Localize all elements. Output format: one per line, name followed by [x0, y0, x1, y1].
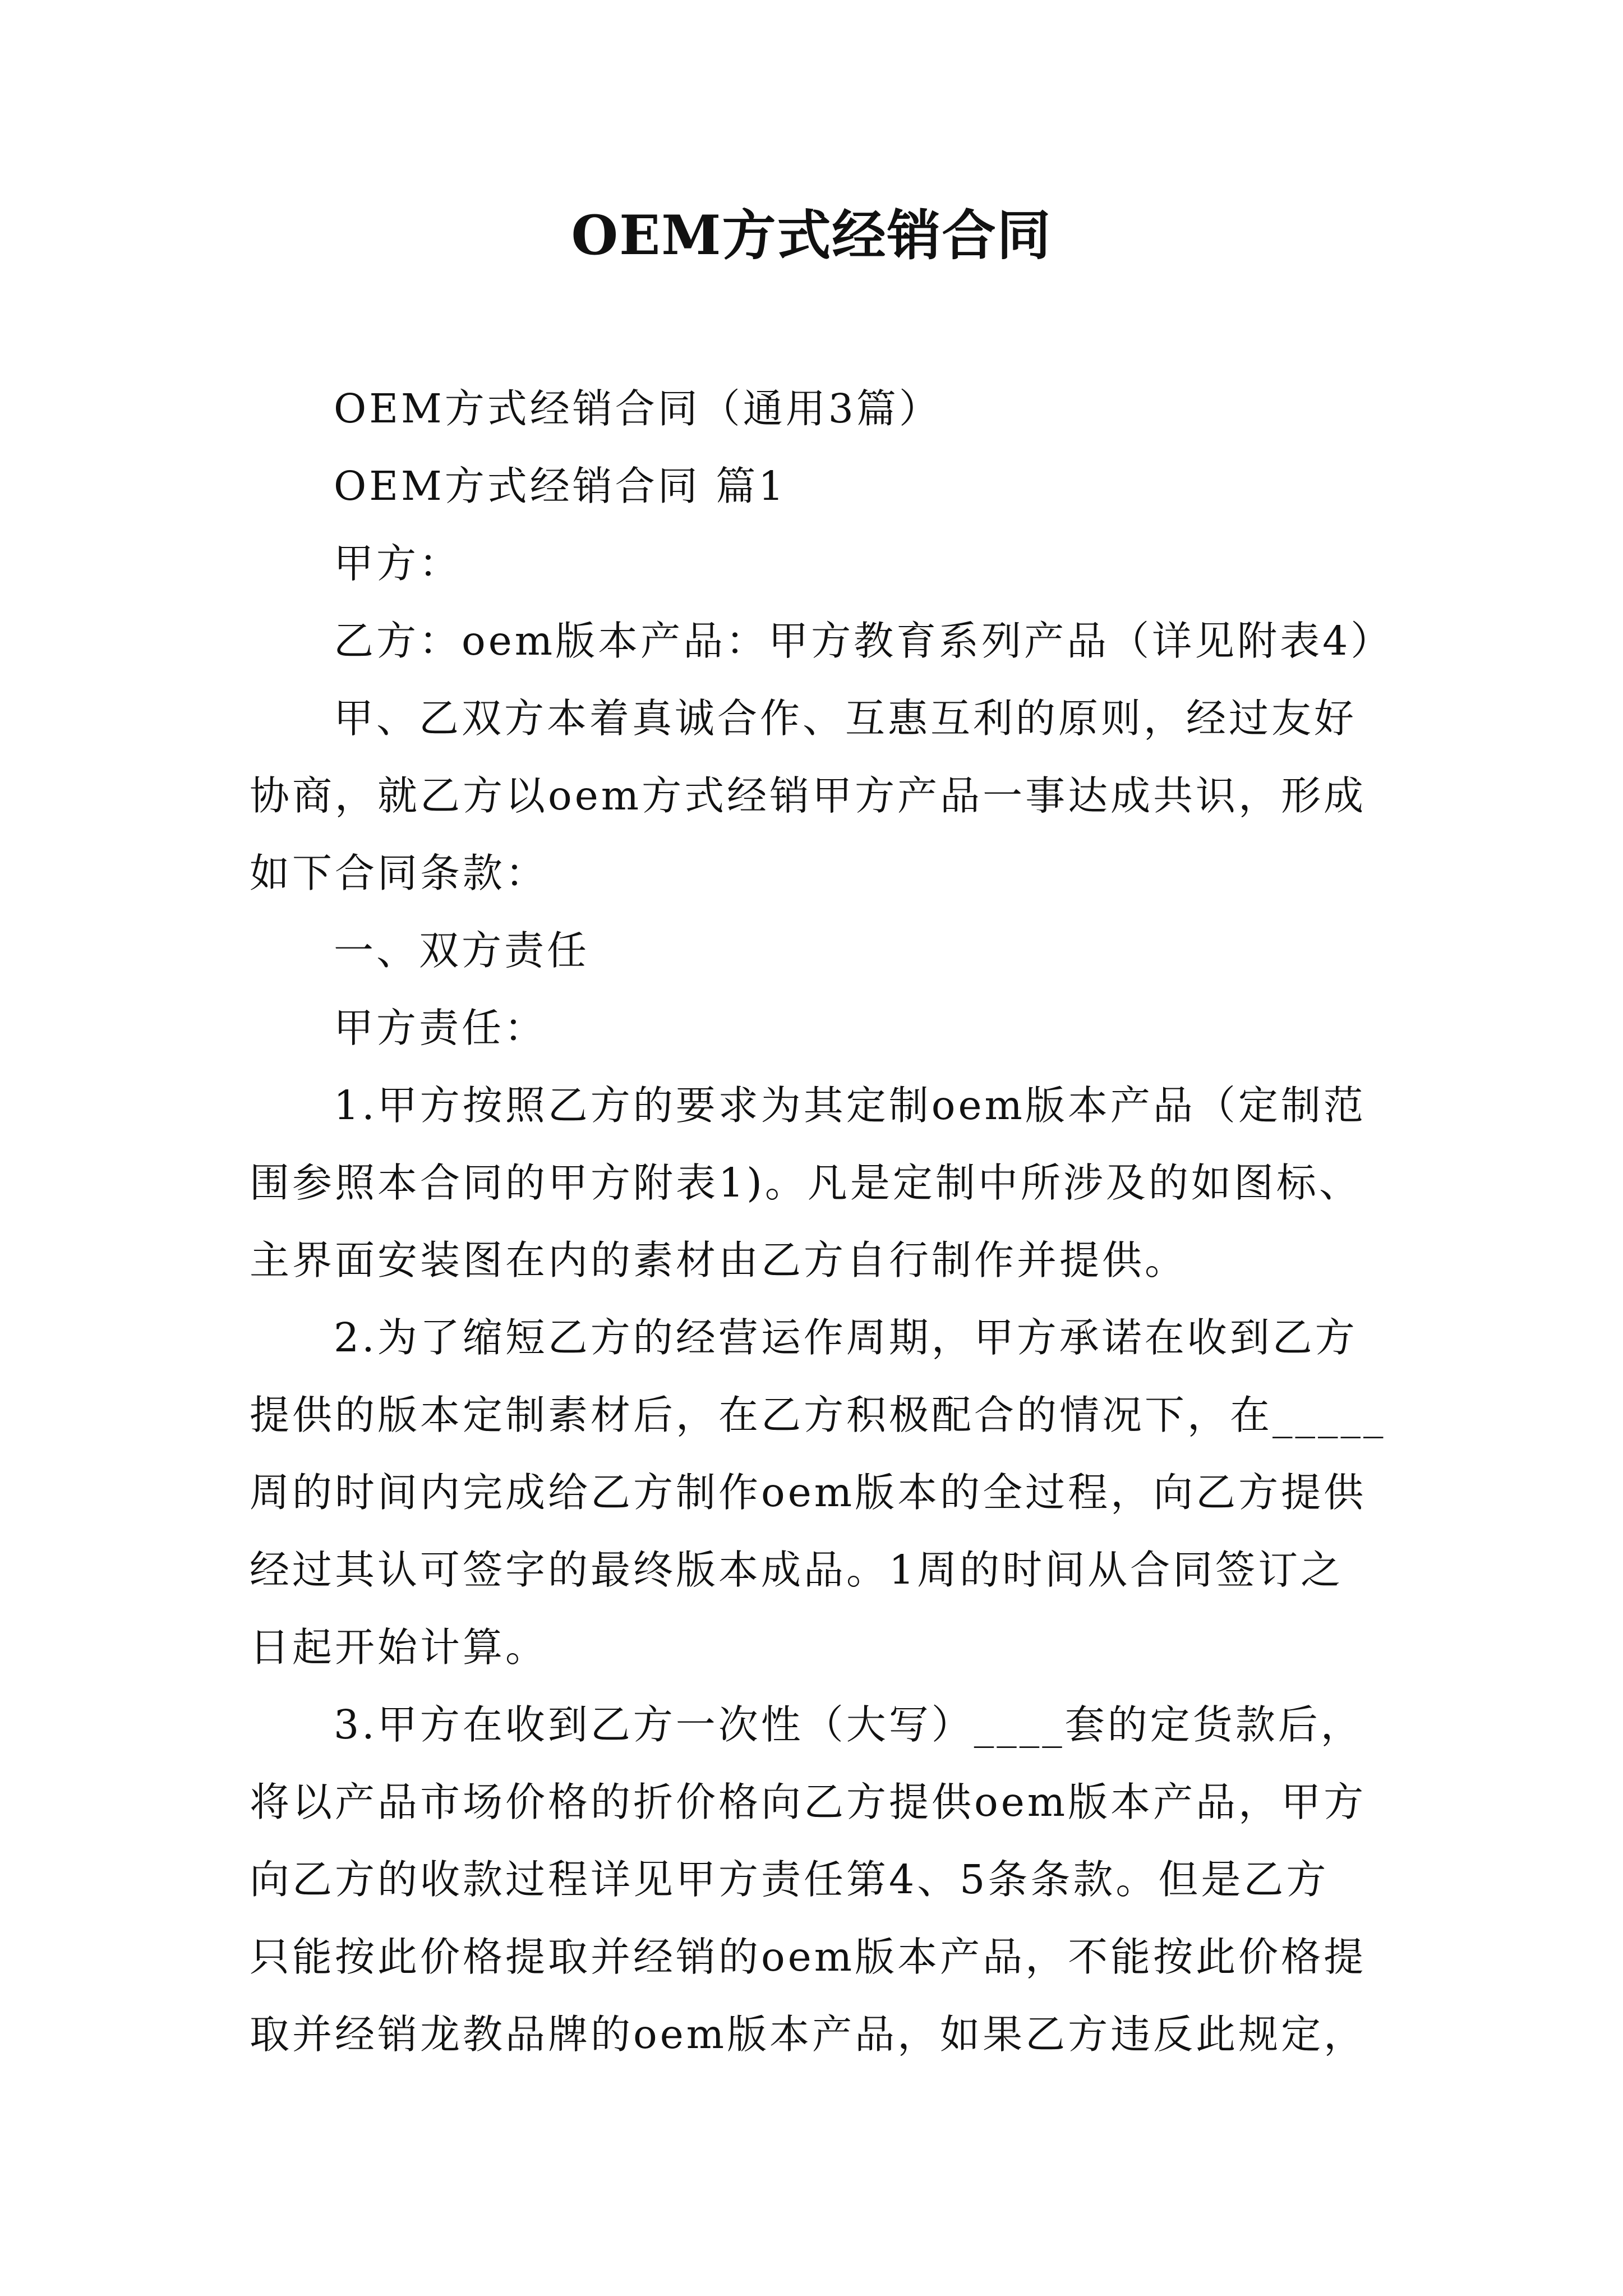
paragraph-line: 主界面安装图在内的素材由乙方自行制作并提供。	[250, 1237, 1188, 1283]
paragraph-line: 如下合同条款：	[250, 850, 548, 896]
paragraph-line: 向乙方的收款过程详见甲方责任第4、5条条款。但是乙方	[250, 1856, 1329, 1903]
paragraph-line: 取并经销龙教品牌的oem版本产品，如果乙方违反此规定，	[250, 2011, 1367, 2058]
clause-subheading: 甲方责任：	[334, 1005, 547, 1051]
paragraph-line: 2.为了缩短乙方的经营运作周期，甲方承诺在收到乙方	[334, 1314, 1358, 1361]
document-body	[250, 370, 1394, 2073]
paragraph-line: 提供的版本定制素材后，在乙方积极配合的情况下，在_____	[250, 1392, 1386, 1438]
paragraph-line: 1.甲方按照乙方的要求为其定制oem版本产品（定制范	[334, 1082, 1366, 1129]
section-heading: OEM方式经销合同 篇1	[334, 463, 787, 509]
party-b-line: 乙方：oem版本产品：甲方教育系列产品（详见附表4）	[334, 618, 1394, 664]
clause-heading: 一、双方责任	[334, 927, 590, 974]
paragraph-line: 甲、乙双方本着真诚合作、互惠互利的原则，经过友好	[334, 695, 1357, 742]
paragraph-line: 协商，就乙方以oem方式经销甲方产品一事达成共识，形成	[250, 772, 1367, 819]
paragraph-line: 围参照本合同的甲方附表1)。凡是定制中所涉及的如图标、	[250, 1159, 1362, 1206]
document-title: OEM方式经销合同	[571, 204, 1052, 267]
paragraph-line: 日起开始计算。	[250, 1624, 548, 1671]
paragraph-line: 将以产品市场价格的折价格向乙方提供oem版本产品，甲方	[250, 1779, 1367, 1825]
paragraph-line: 只能按此价格提取并经销的oem版本产品，不能按此价格提	[250, 1934, 1367, 1980]
party-a-line: 甲方：	[334, 540, 462, 587]
subtitle-line: OEM方式经销合同（通用3篇）	[334, 385, 942, 432]
paragraph-line: 3.甲方在收到乙方一次性（大写）____套的定货款后，	[334, 1701, 1363, 1748]
paragraph-line: 经过其认可签字的最终版本成品。1周的时间从合同签订之	[250, 1547, 1344, 1593]
paragraph-line: 周的时间内完成给乙方制作oem版本的全过程，向乙方提供	[250, 1469, 1367, 1516]
